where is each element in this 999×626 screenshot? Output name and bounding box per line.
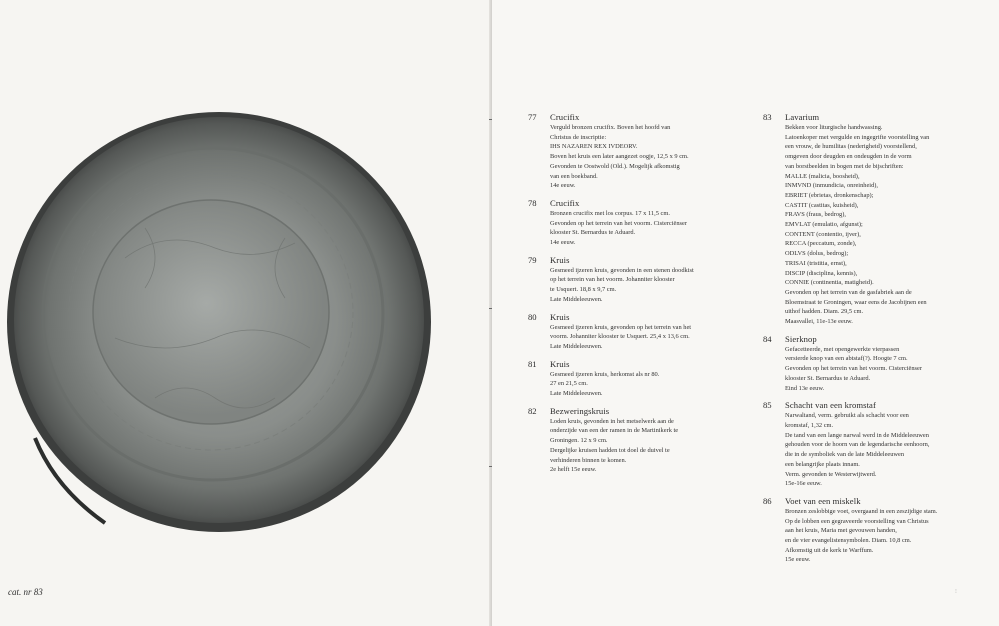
catalog-entry [763,496,975,565]
entry-description-line: CONTENT (contentio, ijver), [785,230,861,238]
entry-description-line: 14e eeuw. [550,239,576,247]
entry-description-line: Gevonden op het terrein van het voorm. Cisterciënser [550,219,687,227]
entry-description-line: gehouden voor de hoorn van de legendarische eenhoorn, [785,441,930,449]
entry-description-line: van een boekband. [550,172,598,180]
entry-description-line: een vrouw, de humilitas (nederigheid) voorstellend, [785,143,917,151]
entry-number: 80 [528,311,537,322]
catalog-column-right [763,112,975,572]
entry-description-line: Verm. gevonden te Westerwijtwerd. [785,470,877,478]
entry-description-line: onderzijde van een der ramen in de Martinikerk te [550,427,679,435]
entry-number: 82 [528,405,537,416]
entry-description-line: Gesmeed ijzeren kruis, gevonden in een stenen doodkist [550,266,694,274]
entry-description-line: Groningen. 12 x 9 cm. [550,437,608,445]
entry-number: 81 [528,358,537,369]
entry-number: 86 [763,495,772,506]
entry-description-line: 14e eeuw. [550,182,576,190]
entry-description-line: MALLE (malicia, boosheid), [785,172,860,180]
lavarium-basin-photo [5,108,445,548]
entry-title: Voet van een miskelk [785,495,861,506]
entry-description-line: Maasvallei, 11e-13e eeuw. [785,318,853,326]
entry-description-line: van borstbeelden in bogen met de bijschriften: [785,162,904,170]
catalog-entry [528,312,740,352]
entry-description-line: Op de lobben een gegraveerde voorstelling van Christus [785,517,929,525]
entry-description-line: Late Middeleeuwen. [550,295,603,303]
entry-title: Kruis [550,358,570,369]
catalog-entry [763,334,975,394]
entry-description-line: klooster St. Bernardus te Aduard. [550,229,636,237]
entry-description-line: Gesmeed ijzeren kruis, herkomst als nr 80. [550,370,660,378]
photo-caption: cat. nr 83 [8,587,43,597]
entry-description-line: Gevonden op het terrein van de gasfabriek aan de [785,288,912,296]
entry-description-line: EBRIET (ebrietas, dronkenschap); [785,191,874,199]
entry-description-line: 27 en 21,5 cm. [550,380,588,388]
entry-description-line: een belangrijke plaats innam. [785,460,860,468]
entry-description-line: Late Middeleeuwen. [550,342,603,350]
entry-description-line: EMVLAT (emulatio, afgunst); [785,221,863,229]
entry-description-line: ODLVS (dolus, bedrog); [785,250,849,258]
entry-description-line: Bronzen crucifix met los corpus. 17 x 11,5 cm. [550,209,670,217]
entry-title: Crucifix [550,112,580,122]
entry-description-line: op het terrein van het voorm. Johanniter klooster [550,276,675,284]
entry-title: Bezweringskruis [550,405,610,416]
entry-description-line: Christus de inscriptie: [550,133,607,141]
catalog-entry [528,255,740,305]
entry-description-line: Boven het kruis een later aangezet oogje, 12,5 x 9 cm. [550,153,689,161]
catalog-entry [528,406,740,475]
entry-description-line: Gefacetteerde, met opengewerkte vierpassen [785,345,900,353]
entry-description-line: te Usquert. 18,8 x 9,7 cm. [550,286,617,294]
entry-description-line: Afkomstig uit de kerk te Warffum. [785,546,874,554]
entry-description-line: Bronzen zeslobbige voet, overgaand in een zeszijdige stam. [785,507,938,515]
entry-description-line: RECCA (peccatum, zonde), [785,240,857,248]
entry-description-line: TRISAI (tristitia, ernst), [785,259,847,267]
entry-description-line: versierde knop van een abtstaf(?). Hoogte 7 cm. [785,355,908,363]
entry-description-line: 2e helft 15e eeuw. [550,466,597,474]
entry-title: Kruis [550,254,570,265]
entry-description-line: 15e-16e eeuw. [785,480,822,488]
entry-description-line: Bloemstraat te Groningen, waar eens de Jacobijnen een [785,298,927,306]
entry-description-line: 15e eeuw. [785,556,811,564]
catalog-entry [528,112,740,191]
entry-description-line: De tand van een lange narwal werd in de Middeleeuwen [785,431,929,439]
entry-title: Sierknop [785,333,817,344]
left-page [0,0,492,626]
entry-number: 79 [528,254,537,265]
entry-title: Kruis [550,311,570,322]
entry-description-line: die in de symboliek van de late Middeleeuwen [785,451,905,459]
entry-description-line: CASTIT (castitas, kuisheid), [785,201,859,209]
entry-description-line: DISCIP (disciplina, kennis), [785,269,858,277]
entry-description-line: Dergelijke kruisen hadden tot doel de duivel te [550,446,670,454]
entry-description-line: FRAVS (fraus, bedrog), [785,211,846,219]
catalog-entry [528,198,740,248]
entry-description-line: en de vier evangelistensymbolen. Diam. 10,8 cm. [785,537,912,545]
entry-number: 83 [763,112,772,122]
entry-description-line: kromstaf, 1,32 cm. [785,421,834,429]
entry-description-line: Gesmeed ijzeren kruis, gevonden op het terrein van het [550,323,692,331]
entry-number: 84 [763,333,772,344]
entry-description-line: omgeven door deugden en ondeugden in de vorm [785,153,912,161]
catalog-column-left [528,112,740,482]
entry-description-line: uithof hadden. Diam. 29,5 cm. [785,308,864,316]
entry-description-line: Verguld bronzen crucifix. Boven het hoofd van [550,124,671,131]
entry-title: Crucifix [550,197,580,208]
entry-number: 85 [763,400,772,411]
entry-description-line: voorm. Johanniter klooster te Usquert. 25,4 x 13,6 cm. [550,333,690,341]
entry-description-line: aan het kruis, Maria met gevouwen handen, [785,527,897,535]
entry-title: Lavarium [785,112,820,122]
entry-description-line: Latoenkoper met vergulde en ingegrifte voorstelling van [785,133,930,141]
entry-description-line: Eind 13e eeuw. [785,384,825,392]
entry-number: 77 [528,112,537,122]
entry-description-line: Narwaltand, verm. gebruikt als schacht voor een [785,412,909,420]
entry-description-line: verhinderen binnen te komen. [550,456,627,464]
entry-description-line: CONNIE (continentia, matigheid). [785,279,874,287]
entry-description-line: Gevonden op het terrein van het voorm. Cisterciënser [785,365,922,373]
catalog-entry [763,112,975,327]
entry-description-line: INMVND (inmundicia, onreinheid), [785,182,878,190]
entry-description-line: Bekken voor liturgische handwassing. [785,124,883,131]
margin-pencil-mark: ⁝ [955,589,957,595]
entry-description-line: Gevonden te Oostwold (Old.). Mogelijk afkomstig [550,162,680,170]
entry-description-line: Late Middeleeuwen. [550,390,603,398]
entry-description-line: Loden kruis, gevonden in het metselwerk aan de [550,417,674,425]
entry-number: 78 [528,197,537,208]
entry-title: Schacht van een kromstaf [785,400,876,411]
catalog-entry [763,400,975,489]
entry-description-line: klooster St. Bernardus te Aduard. [785,374,871,382]
entry-description-line: IHS NAZAREN REX IVDEORV. [550,143,638,151]
catalog-entry [528,359,740,399]
